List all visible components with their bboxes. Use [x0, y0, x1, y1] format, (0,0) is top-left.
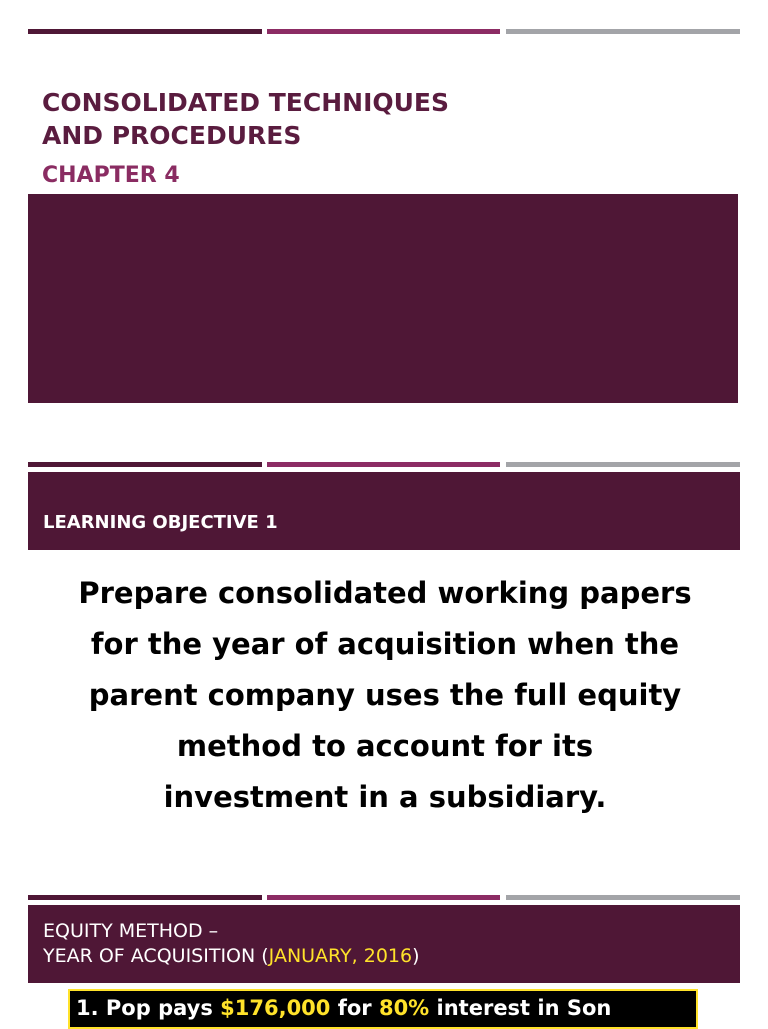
learning-objective-banner: [28, 472, 740, 550]
stripe-gray: [506, 895, 740, 900]
learning-objective-heading: LEARNING OBJECTIVE 1: [43, 512, 278, 533]
banner-suffix: ): [412, 945, 420, 967]
slide-title: [42, 86, 642, 152]
acquisition-date: JANUARY, 2016: [268, 945, 413, 967]
banner-line-1: EQUITY METHOD –: [43, 920, 219, 942]
bullet-number: 1.: [76, 996, 99, 1020]
acquisition-bullet: [68, 989, 698, 1029]
purchase-amount: $176,000: [220, 996, 331, 1020]
stripe-maroon: [28, 29, 262, 34]
objective-line: Prepare consolidated working papers: [78, 576, 692, 610]
title-line-1: CONSOLIDATED TECHNIQUES: [42, 88, 450, 117]
bullet-text-b: for: [337, 996, 372, 1020]
ownership-percent: 80%: [378, 996, 430, 1020]
title-color-block: [28, 194, 738, 403]
objective-line: investment in a subsidiary.: [163, 780, 607, 814]
objective-text: [40, 568, 730, 823]
top-stripes: [28, 29, 740, 34]
banner-line-2: [43, 944, 740, 969]
slide2-stripes: [28, 462, 740, 467]
stripe-plum: [267, 895, 500, 900]
objective-line: parent company uses the full equity: [88, 678, 682, 712]
stripe-gray: [506, 29, 740, 34]
objective-line: for the year of acquisition when the: [90, 627, 680, 661]
stripe-maroon: [28, 895, 262, 900]
slide3-stripes: [28, 895, 740, 900]
title-line-2: AND PROCEDURES: [42, 121, 302, 150]
stripe-gray: [506, 462, 740, 467]
bullet-text-c: interest in Son: [436, 996, 612, 1020]
equity-method-banner: [28, 905, 740, 983]
stripe-plum: [267, 462, 500, 467]
slide-subtitle: CHAPTER 4: [42, 163, 180, 188]
objective-line: method to account for its: [176, 729, 594, 763]
stripe-maroon: [28, 462, 262, 467]
bullet-text-a: Pop pays: [105, 996, 213, 1020]
stripe-plum: [267, 29, 500, 34]
banner-prefix: YEAR OF ACQUISITION (: [43, 945, 269, 967]
